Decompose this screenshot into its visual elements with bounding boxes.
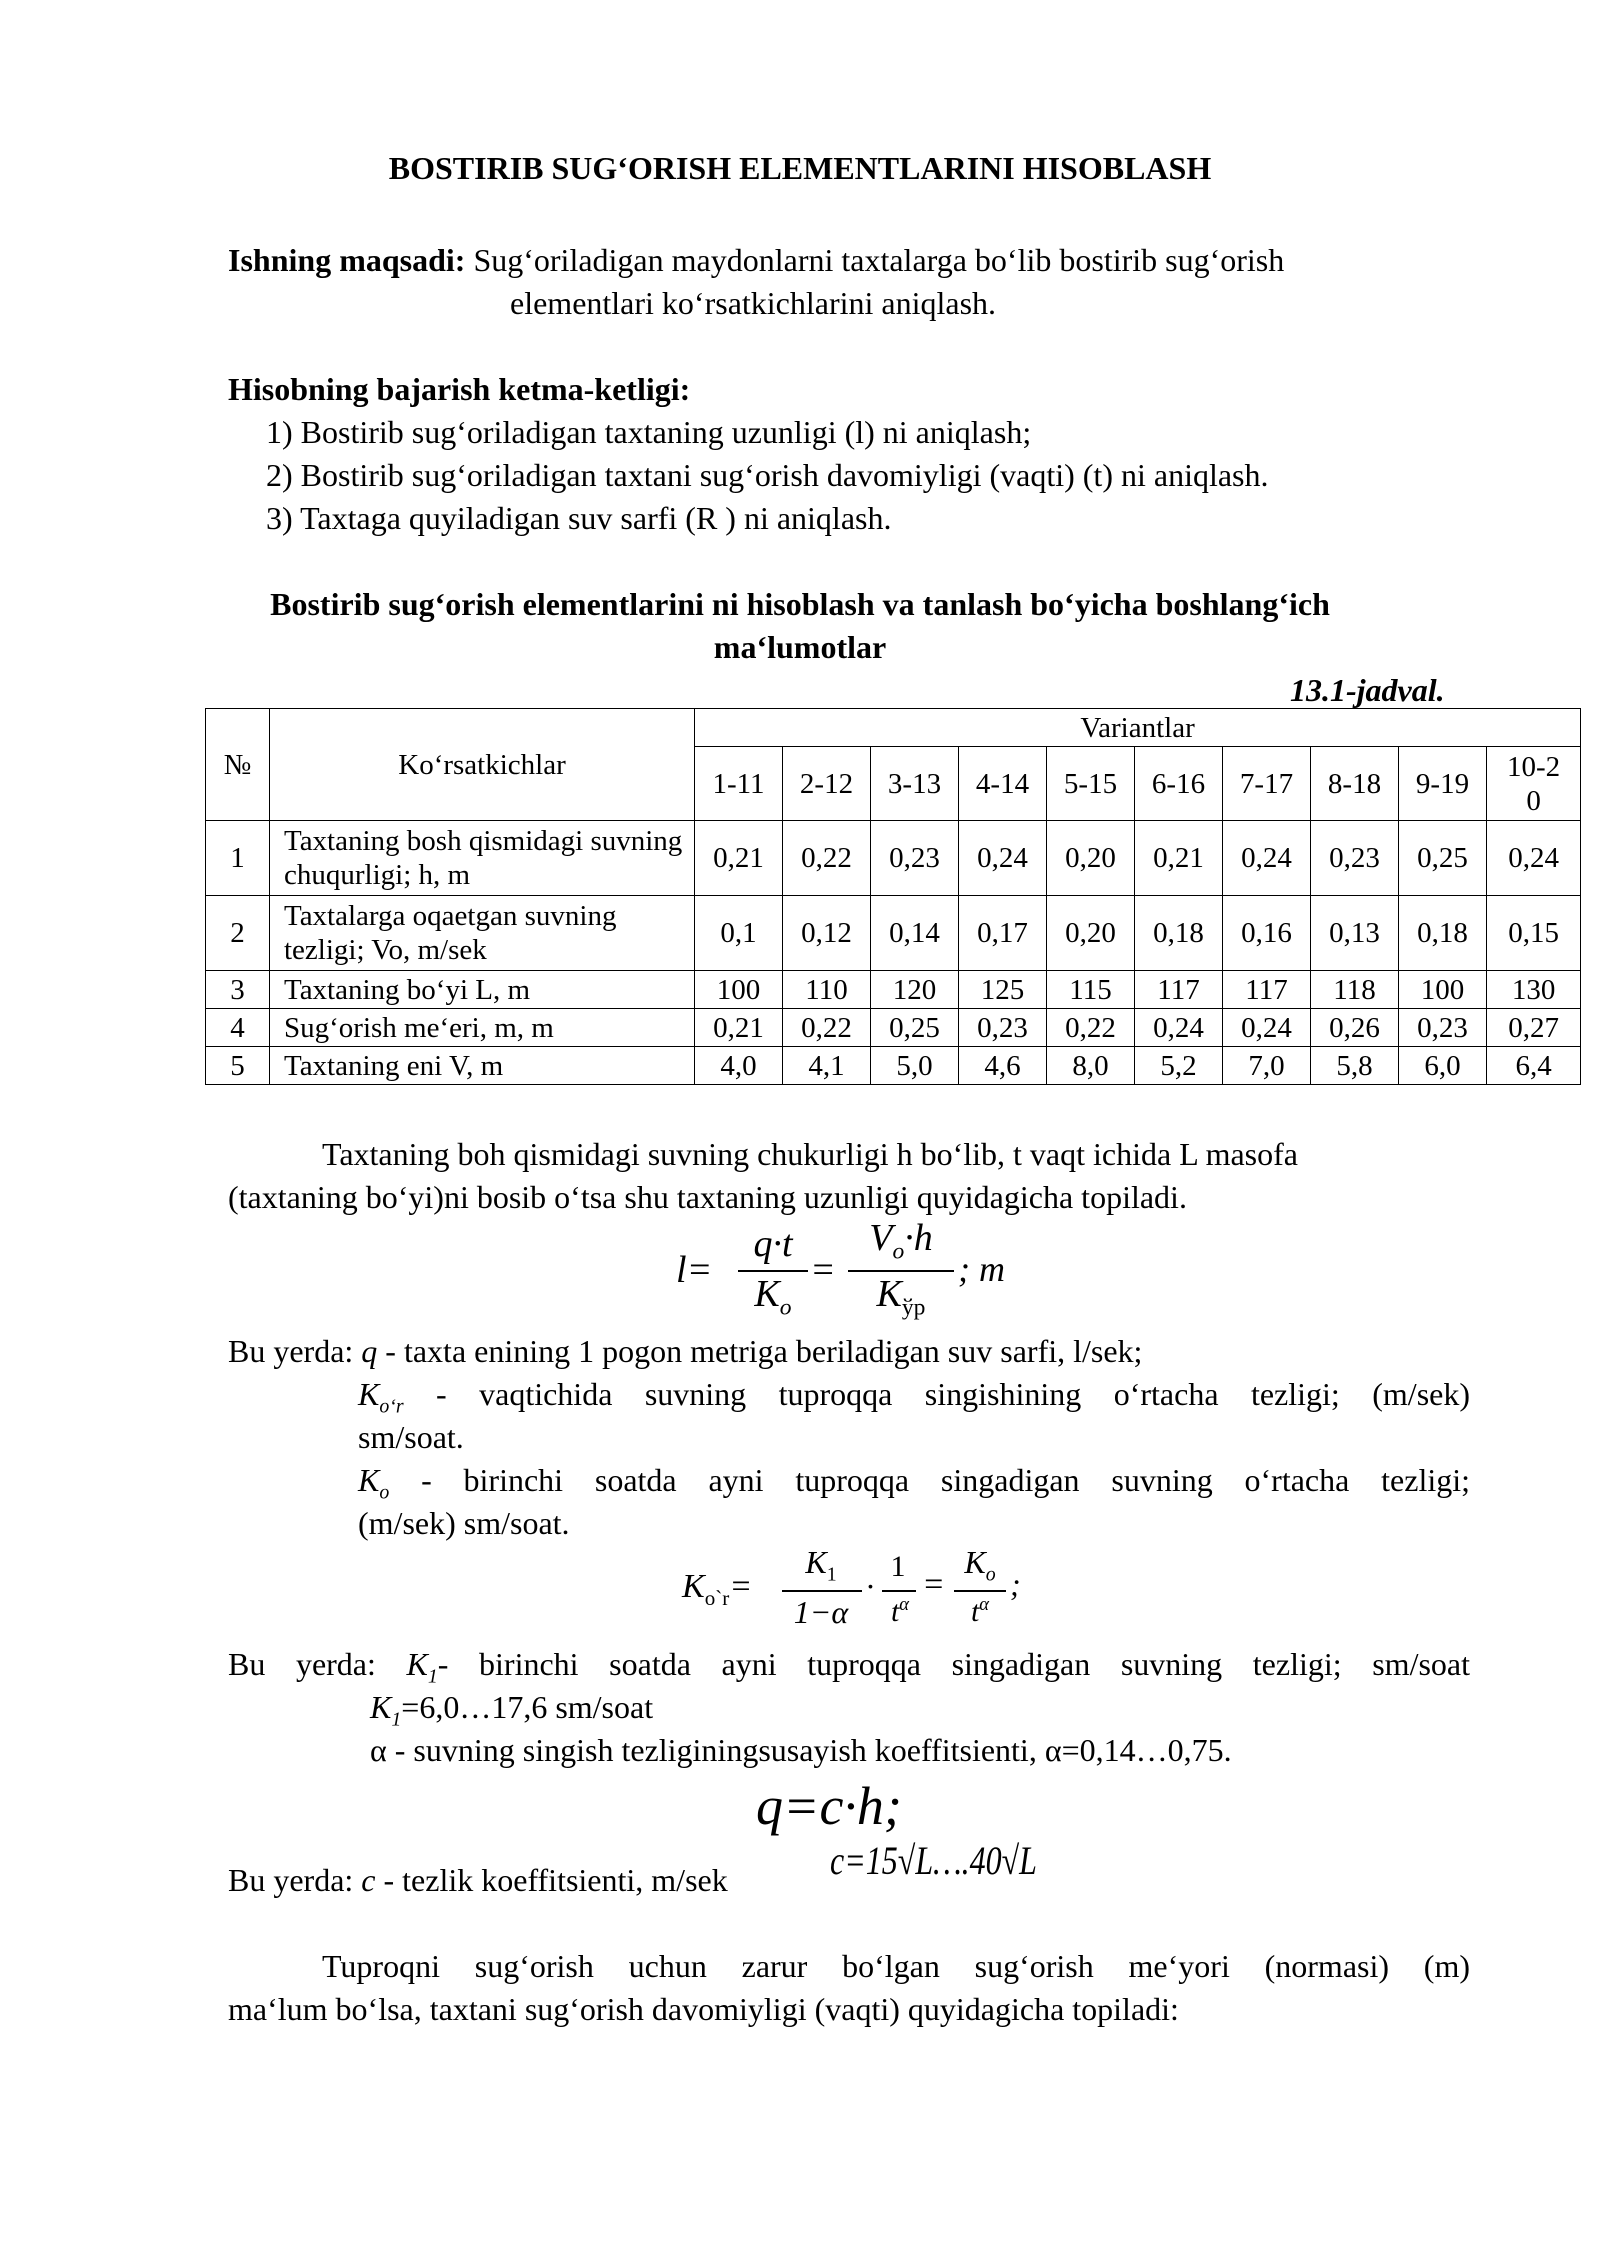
table-row — [206, 821, 1581, 896]
cell: 0,12 — [783, 896, 871, 971]
row-no: 4 — [206, 1009, 270, 1047]
fraction-bar — [954, 1590, 1006, 1592]
formula2-lhs: $K_{o`r}=$ — [682, 1568, 753, 1610]
cell: 0,23 — [1399, 1009, 1487, 1047]
where1-k-o-2: (m/sek) sm/soat. — [358, 1505, 570, 1541]
row-no: 2 — [206, 896, 270, 971]
where1-k-or-2: sm/soat. — [358, 1419, 464, 1455]
equals-sign: = — [922, 1566, 945, 1603]
step-item-1: 1) Bostirib sugʻoriladigan taxtaning uzunligi (l) ni aniqlash; — [266, 414, 1032, 450]
page-title: BOSTIRIB SUGʻORISH ELEMENTLARINI HISOBLASH — [388, 150, 1212, 186]
row-no: 1 — [206, 821, 270, 896]
cell: 0,27 — [1487, 1009, 1581, 1047]
formula1-num1: q·t — [753, 1223, 793, 1265]
cell: 0,22 — [1047, 1009, 1135, 1047]
cell: 130 — [1487, 971, 1581, 1009]
cell: 0,20 — [1047, 896, 1135, 971]
goal-label: Ishning maqsadi: — [228, 242, 466, 278]
equals-sign: = — [810, 1249, 836, 1291]
cell: 0,24 — [1487, 821, 1581, 896]
formula-c: c=15√L….40√L — [830, 1838, 1037, 1883]
fraction-bar — [782, 1590, 862, 1592]
variant-header: 3-13 — [871, 747, 959, 821]
cell: 0,26 — [1311, 1009, 1399, 1047]
steps-heading: Hisobning bajarish ketma-ketligi: — [228, 371, 691, 407]
cell: 117 — [1223, 971, 1311, 1009]
table-row — [206, 1009, 1581, 1047]
cell: 0,22 — [783, 1009, 871, 1047]
formula2-den1: 1−α — [793, 1594, 849, 1630]
row-label: Sugʻorish meʻeri, m, m — [270, 1009, 695, 1047]
formula1-tail: ; m — [958, 1249, 1005, 1289]
cell: 115 — [1047, 971, 1135, 1009]
cell: 7,0 — [1223, 1047, 1311, 1085]
cell: 0,24 — [1135, 1009, 1223, 1047]
cell: 4,1 — [783, 1047, 871, 1085]
cell: 117 — [1135, 971, 1223, 1009]
row-no: 5 — [206, 1047, 270, 1085]
formula1-lhs: l= — [676, 1249, 713, 1291]
variant-header: 8-18 — [1311, 747, 1399, 821]
cell: 0,21 — [1135, 821, 1223, 896]
cell: 100 — [1399, 971, 1487, 1009]
goal-line-1 — [228, 238, 1284, 282]
variant-header: 4-14 — [959, 747, 1047, 821]
data-table — [205, 708, 1581, 1085]
dot-operator: · — [866, 1568, 874, 1604]
para2-line-1: Tuproqni sugʻorish uchun zarur boʻlgan sugʻorish meʻyori (normasi) (m) — [322, 1948, 1470, 1984]
cell: 125 — [959, 971, 1047, 1009]
cell: 0,13 — [1311, 896, 1399, 971]
formula1-num2: $V_o\cdot h$ — [869, 1217, 933, 1265]
variant-header: 5-15 — [1047, 747, 1135, 821]
row-label: Taxtalarga oqaetgan suvning tezligi; Vo, m/sek — [270, 896, 695, 971]
cell: 0,25 — [871, 1009, 959, 1047]
formula2-num1: $K_1$ — [805, 1544, 837, 1586]
variant-header: 9-19 — [1399, 747, 1487, 821]
formula2-den2: $t^\alpha$ — [890, 1594, 910, 1628]
cell: 4,6 — [959, 1047, 1047, 1085]
row-label: Taxtaning bosh qismidagi suvning chuqurligi; h, m — [270, 821, 695, 896]
where1-k-o: $K_o$ - birinchi soatda ayni tuproqqa singadigan suvning oʻrtacha tezligi; — [358, 1462, 1470, 1504]
header-variants: Variantlar — [695, 709, 1581, 747]
formula2-num3: $K_o$ — [964, 1544, 996, 1586]
header-no: № — [206, 709, 270, 821]
row-label: Taxtaning eni V, m — [270, 1047, 695, 1085]
variant-header: 7-17 — [1223, 747, 1311, 821]
cell: 0,22 — [783, 821, 871, 896]
cell: 110 — [783, 971, 871, 1009]
goal-text-1: Sugʻoriladigan maydonlarni taxtalarga boʻlib bostirib sugʻorish — [473, 242, 1285, 278]
formula2-num2: 1 — [890, 1550, 906, 1583]
where1-k-or: $K_{oʻr}$ - vaqtichida suvning tuproqqa singishining oʻrtacha tezligi; (m/sek) — [358, 1376, 1470, 1418]
cell: 118 — [1311, 971, 1399, 1009]
cell: 8,0 — [1047, 1047, 1135, 1085]
cell: 0,18 — [1135, 896, 1223, 971]
variant-header: 1-11 — [695, 747, 783, 821]
goal-text-2: elementlari koʻrsatkichlarini aniqlash. — [510, 285, 997, 321]
para1-line-2: (taxtaning boʻyi)ni bosib oʻtsa shu taxtaning uzunligi quyidagicha topiladi. — [228, 1179, 1187, 1215]
step-item-2: 2) Bostirib sugʻoriladigan taxtani sugʻorish davomiyligi (vaqti) (t) ni aniqlash. — [266, 457, 1269, 493]
cell: 0,24 — [959, 821, 1047, 896]
table-row — [206, 896, 1581, 971]
formula2-tail: ; — [1010, 1566, 1021, 1602]
table-row — [206, 1047, 1581, 1085]
cell: 0,14 — [871, 896, 959, 971]
cell: 0,18 — [1399, 896, 1487, 971]
cell: 6,4 — [1487, 1047, 1581, 1085]
row-label: Taxtaning boʻyi L, m — [270, 971, 695, 1009]
cell: 5,0 — [871, 1047, 959, 1085]
cell: 0,24 — [1223, 1009, 1311, 1047]
fraction-bar — [882, 1590, 916, 1592]
cell: 0,21 — [695, 1009, 783, 1047]
cell: 100 — [695, 971, 783, 1009]
header-indicators: Koʻrsatkichlar — [270, 709, 695, 821]
cell: 0,16 — [1223, 896, 1311, 971]
cell: 0,15 — [1487, 896, 1581, 971]
table-number: 13.1-jadval. — [1290, 672, 1445, 708]
cell: 0,20 — [1047, 821, 1135, 896]
where3-line: Bu yerda: c - tezlik koeffitsienti, m/sek — [228, 1862, 728, 1898]
cell: 0,23 — [1311, 821, 1399, 896]
variant-header: 6-16 — [1135, 747, 1223, 821]
cell: 0,23 — [871, 821, 959, 896]
where2-line-2: $K_1=6,0\dots 17,6$ sm/soat — [370, 1689, 654, 1731]
cell: 0,21 — [695, 821, 783, 896]
cell: 0,1 — [695, 896, 783, 971]
formula1-den2: $K_{ўр}$ — [876, 1273, 926, 1321]
cell: 0,17 — [959, 896, 1047, 971]
formula2-den3: $t^\alpha$ — [970, 1594, 990, 1628]
formula-q: q=c·h; — [756, 1776, 902, 1836]
formula1-den1: $K_o$ — [754, 1273, 792, 1321]
cell: 120 — [871, 971, 959, 1009]
cell: 5,8 — [1311, 1047, 1399, 1085]
cell: 0,24 — [1223, 821, 1311, 896]
cell: 0,25 — [1399, 821, 1487, 896]
variant-header: 2-12 — [783, 747, 871, 821]
variant-header: 10-20 — [1487, 747, 1581, 821]
row-no: 3 — [206, 971, 270, 1009]
cell: 0,23 — [959, 1009, 1047, 1047]
table-row — [206, 971, 1581, 1009]
cell: 4,0 — [695, 1047, 783, 1085]
para2-line-2: maʻlum boʻlsa, taxtani sugʻorish davomiyligi (vaqti) quyidagicha topiladi: — [228, 1991, 1179, 2027]
cell: 6,0 — [1399, 1047, 1487, 1085]
step-item-3: 3) Taxtaga quyiladigan suv sarfi (R ) ni aniqlash. — [266, 500, 892, 536]
table-title-line-1: Bostirib sugʻorish elementlarini ni hisoblash va tanlash boʻyicha boshlangʻich — [270, 586, 1330, 622]
cell: 5,2 — [1135, 1047, 1223, 1085]
where2-line-1: Bu yerda: $K_1-$ birinchi soatda ayni tuproqqa singadigan suvning tezligi; sm/soat — [228, 1646, 1471, 1688]
where2-line-3: α - suvning singish tezliginingsusayish koeffitsienti, α=0,14…0,75. — [370, 1732, 1232, 1768]
para1-line-1: Taxtaning boh qismidagi suvning chukurligi h boʻlib, t vaqt ichida L masofa — [322, 1136, 1298, 1172]
where1-line-1: Bu yerda: q - taxta enining 1 pogon metriga beriladigan suv sarfi, l/sek; — [228, 1333, 1143, 1369]
table-title-line-2: maʻlumotlar — [713, 629, 887, 665]
